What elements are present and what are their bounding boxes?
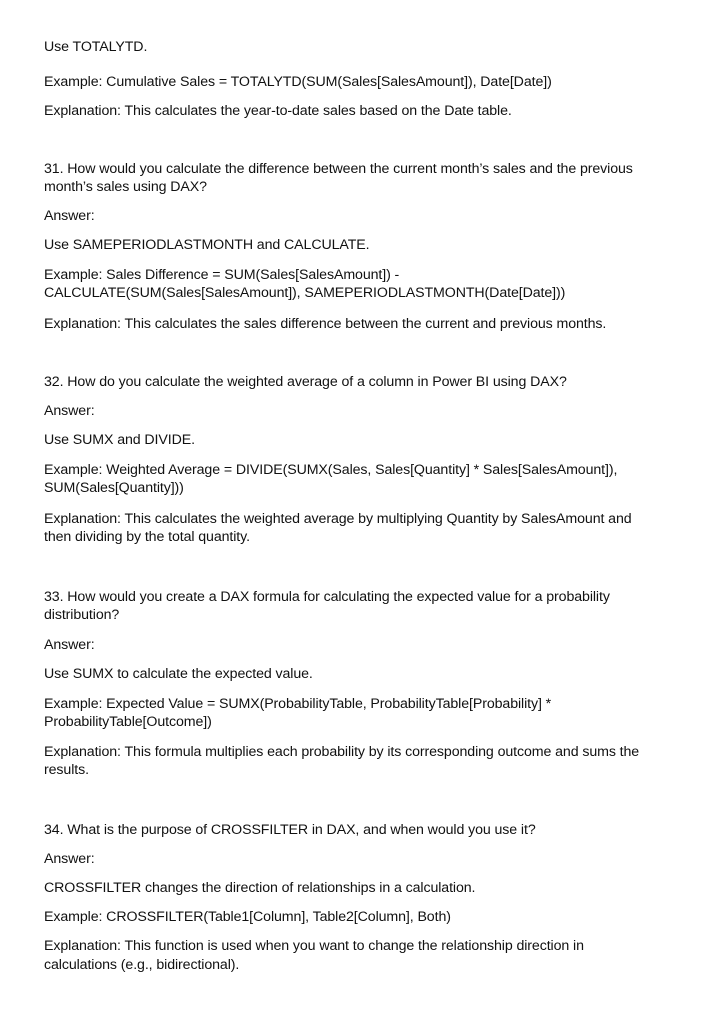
text-line: Explanation: This function is used when you want to change the relationship direction in: [44, 938, 584, 954]
text-line: Explanation: This calculates the weighted average by multiplying Quantity by SalesAmount and: [44, 511, 632, 527]
text-line: CROSSFILTER changes the direction of relationships in a calculation.: [44, 880, 476, 896]
text-line: Answer:: [44, 403, 95, 419]
text-line: 34. What is the purpose of CROSSFILTER in DAX, and when would you use it?: [44, 822, 536, 838]
text-line: CALCULATE(SUM(Sales[SalesAmount]), SAMEPERIODLASTMONTH(Date[Date])): [44, 285, 566, 301]
text-line: Example: Cumulative Sales = TOTALYTD(SUM(Sales[SalesAmount]), Date[Date]): [44, 74, 552, 90]
text-line: results.: [44, 762, 89, 778]
text-line: Example: Weighted Average = DIVIDE(SUMX(Sales, Sales[Quantity] * Sales[SalesAmount]),: [44, 462, 618, 478]
text-line: 31. How would you calculate the difference between the current month’s sales and the previous: [44, 161, 633, 177]
text-line: Use SUMX and DIVIDE.: [44, 432, 195, 448]
text-line: Answer:: [44, 208, 95, 224]
text-line: Explanation: This formula multiplies each probability by its corresponding outcome and sums the: [44, 744, 640, 760]
text-line: then dividing by the total quantity.: [44, 529, 250, 545]
text-line: Use TOTALYTD.: [44, 39, 148, 55]
text-line: Example: CROSSFILTER(Table1[Column], Table2[Column], Both): [44, 909, 451, 925]
text-line: Answer:: [44, 851, 95, 867]
text-line: distribution?: [44, 607, 120, 623]
text-line: Example: Expected Value = SUMX(ProbabilityTable, ProbabilityTable[Probability] *: [44, 696, 552, 712]
text-line: calculations (e.g., bidirectional).: [44, 957, 240, 973]
text-line: SUM(Sales[Quantity])): [44, 480, 184, 496]
text-line: Explanation: This calculates the year-to-date sales based on the Date table.: [44, 103, 512, 119]
text-line: month’s sales using DAX?: [44, 179, 207, 195]
text-line: ProbabilityTable[Outcome]): [44, 714, 212, 730]
text-line: Use SUMX to calculate the expected value.: [44, 666, 313, 682]
text-line: Use SAMEPERIODLASTMONTH and CALCULATE.: [44, 237, 370, 253]
text-line: Answer:: [44, 637, 95, 653]
text-line: Example: Sales Difference = SUM(Sales[SalesAmount]) -: [44, 267, 400, 283]
text-line: Explanation: This calculates the sales difference between the current and previous months.: [44, 316, 607, 332]
text-line: 32. How do you calculate the weighted average of a column in Power BI using DAX?: [44, 374, 567, 390]
text-line: 33. How would you create a DAX formula for calculating the expected value for a probability: [44, 589, 610, 605]
